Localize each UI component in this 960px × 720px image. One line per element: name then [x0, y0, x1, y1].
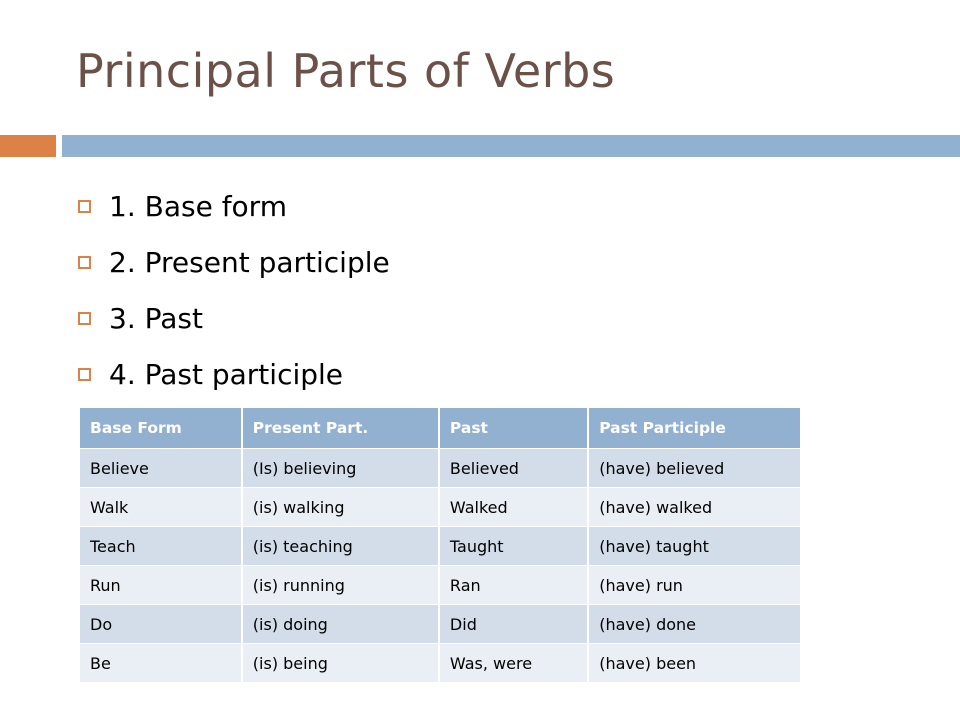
bullet-list: [78, 178, 390, 402]
table-row: [80, 644, 800, 683]
table-cell: (is) teaching: [242, 527, 439, 566]
table-cell: Walk: [80, 488, 242, 527]
table-cell: (is) being: [242, 644, 439, 683]
table-cell: Walked: [439, 488, 588, 527]
square-bullet-icon: [78, 200, 91, 213]
table-row: [80, 566, 800, 605]
square-bullet-icon: [78, 368, 91, 381]
table-cell: Was, were: [439, 644, 588, 683]
table-cell: (have) been: [588, 644, 800, 683]
table-cell: Taught: [439, 527, 588, 566]
accent-bar-orange: [0, 135, 56, 157]
bullet-text: 1. Base form: [109, 189, 287, 223]
bullet-text: 2. Present participle: [109, 245, 390, 279]
bullet-item-4: [78, 346, 390, 402]
table-cell: Did: [439, 605, 588, 644]
table-row: [80, 527, 800, 566]
table-cell: (is) doing: [242, 605, 439, 644]
table-cell: Believe: [80, 449, 242, 488]
bullet-item-2: [78, 234, 390, 290]
table-cell: (is) walking: [242, 488, 439, 527]
accent-bar-blue: [62, 135, 960, 157]
table-row: [80, 488, 800, 527]
bullet-text: 3. Past: [109, 301, 203, 335]
table-cell: (have) walked: [588, 488, 800, 527]
table-cell: (have) taught: [588, 527, 800, 566]
bullet-item-1: [78, 178, 390, 234]
slide-title: Principal Parts of Verbs: [76, 44, 616, 98]
table-cell: (have) believed: [588, 449, 800, 488]
table-cell: (Is) believing: [242, 449, 439, 488]
table-cell: Run: [80, 566, 242, 605]
table-cell: (have) run: [588, 566, 800, 605]
square-bullet-icon: [78, 312, 91, 325]
header-present-part: Present Part.: [242, 408, 439, 449]
bullet-text: 4. Past participle: [109, 357, 344, 391]
table-row: [80, 449, 800, 488]
header-base-form: Base Form: [80, 408, 242, 449]
square-bullet-icon: [78, 256, 91, 269]
table-row: [80, 605, 800, 644]
header-past: Past: [439, 408, 588, 449]
table-cell: Do: [80, 605, 242, 644]
table-header-row: [80, 408, 800, 449]
table-cell: (have) done: [588, 605, 800, 644]
table-cell: Be: [80, 644, 242, 683]
table-cell: Believed: [439, 449, 588, 488]
bullet-item-3: [78, 290, 390, 346]
table-cell: Ran: [439, 566, 588, 605]
verb-parts-table: [80, 408, 800, 682]
table-cell: (is) running: [242, 566, 439, 605]
table-cell: Teach: [80, 527, 242, 566]
header-past-participle: Past Participle: [588, 408, 800, 449]
